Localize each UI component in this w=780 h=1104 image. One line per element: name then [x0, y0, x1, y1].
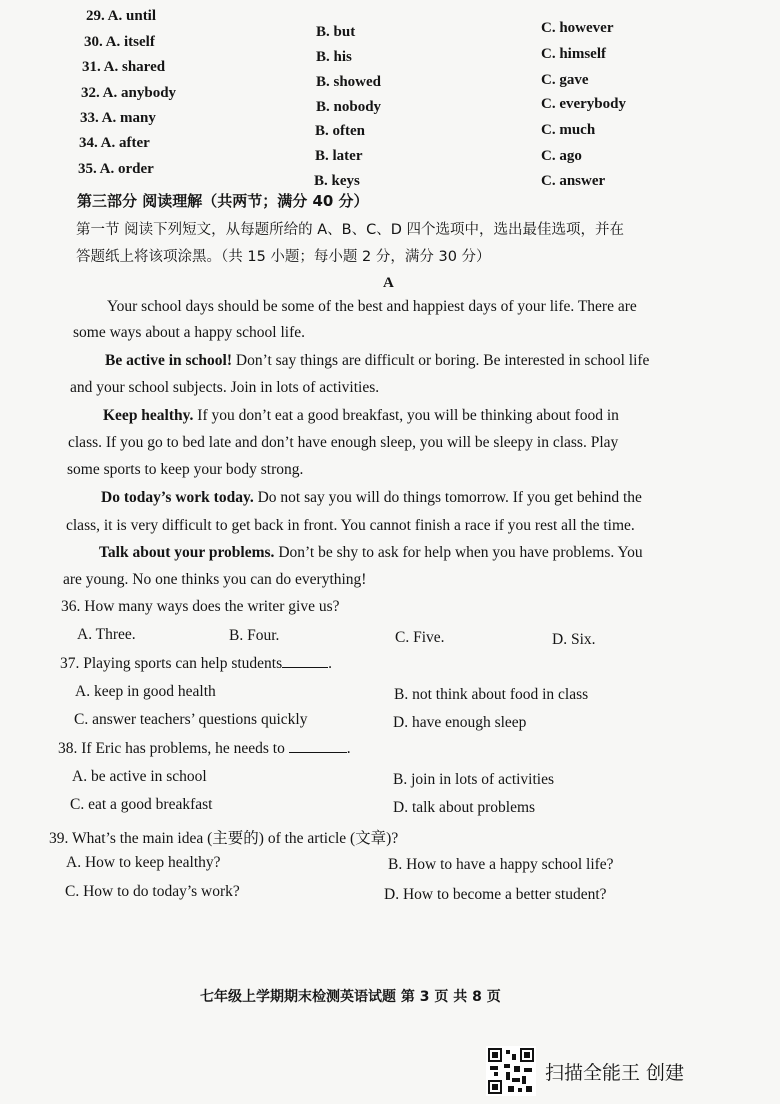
question-37-stem: [60, 655, 332, 673]
question-38-option-c: C. eat a good breakfast: [70, 796, 213, 813]
option-33-c: C. much: [541, 122, 596, 138]
question-38-stem: [58, 740, 351, 758]
option-32-b: B. nobody: [316, 99, 382, 115]
passage-paragraph-1-line2: and your school subjects. Join in lots of activities.: [70, 379, 380, 396]
question-38-option-d: D. talk about problems: [393, 799, 536, 816]
option-34-c: C. ago: [541, 148, 582, 164]
question-37-stem-end: .: [328, 655, 333, 672]
scanner-watermark-label: 扫描全能王 创建: [545, 1062, 685, 1084]
option-32-c: C. everybody: [541, 96, 626, 112]
question-36-option-a: A. Three.: [77, 626, 136, 643]
option-29-b: B. but: [316, 24, 356, 40]
paragraph-3-text: Do not say you will do things tomorrow. If you get behind the: [253, 489, 642, 506]
option-31-a: 31. A. shared: [82, 59, 166, 75]
part3-heading: 第三部分 阅读理解（共两节；满分 40 分）: [77, 192, 369, 210]
option-34-b: B. later: [315, 148, 363, 164]
question-37-option-c: C. answer teachers’ questions quickly: [74, 711, 308, 728]
paragraph-2-heading: Keep healthy.: [103, 407, 194, 424]
question-36-option-d: D. Six.: [552, 631, 596, 648]
paragraph-3-heading: Do today’s work today.: [101, 489, 254, 506]
option-29-c: C. however: [541, 20, 614, 36]
passage-paragraph-4: [99, 544, 643, 562]
qr-code-icon: [486, 1046, 536, 1096]
question-38-stem-text: 38. If Eric has problems, he needs to: [58, 740, 289, 757]
passage-paragraph-3-line2: class, it is very difficult to get back in front. You cannot finish a race if you rest all the time.: [66, 517, 635, 534]
option-30-c: C. himself: [541, 46, 606, 62]
question-38-stem-end: .: [346, 740, 351, 757]
paragraph-4-heading: Talk about your problems.: [99, 544, 275, 561]
passage-paragraph-4-line2: are young. No one thinks you can do everything!: [63, 571, 367, 588]
question-38-blank: [289, 740, 347, 753]
question-38-option-b: B. join in lots of activities: [393, 771, 555, 788]
option-33-b: B. often: [315, 123, 365, 139]
passage-paragraph-2-line2: class. If you go to bed late and don’t have enough sleep, you will be sleepy in class. Play: [68, 434, 619, 451]
paragraph-1-text: Don’t say things are difficult or boring. Be interested in school life: [232, 352, 650, 369]
option-31-c: C. gave: [541, 72, 589, 88]
option-35-c: C. answer: [541, 173, 606, 189]
question-36-option-c: C. Five.: [395, 629, 445, 646]
option-29-a: 29. A. until: [86, 8, 157, 24]
page-footer: 七年级上学期期末检测英语试题 第 3 页 共 8 页: [200, 989, 501, 1005]
question-36-option-b: B. Four.: [229, 627, 280, 644]
question-37-option-a: A. keep in good health: [75, 683, 216, 700]
option-35-b: B. keys: [314, 173, 360, 189]
question-39-option-c: C. How to do today’s work?: [65, 883, 240, 900]
question-37-option-d: D. have enough sleep: [393, 714, 527, 731]
question-39-option-b: B. How to have a happy school life?: [388, 856, 614, 873]
option-31-b: B. showed: [316, 74, 382, 90]
passage-paragraph-2: [103, 407, 619, 425]
passage-paragraph-2-line3: some sports to keep your body strong.: [67, 461, 304, 478]
passage-paragraph-1: [105, 352, 649, 370]
option-33-a: 33. A. many: [80, 110, 156, 126]
option-30-a: 30. A. itself: [84, 34, 155, 50]
option-32-a: 32. A. anybody: [81, 85, 177, 101]
option-35-a: 35. A. order: [78, 161, 154, 177]
option-34-a: 34. A. after: [79, 135, 150, 151]
paragraph-1-heading: Be active in school!: [105, 352, 232, 369]
question-36-stem: 36. How many ways does the writer give us?: [61, 598, 340, 615]
question-37-stem-text: 37. Playing sports can help students: [60, 655, 283, 672]
question-39-stem: 39. What’s the main idea (主要的) of the article (文章)?: [49, 830, 399, 847]
section1-instruction-line1: 第一节 阅读下列短文，从每题所给的 A、B、C、D 四个选项中，选出最佳选项，并在: [76, 222, 624, 238]
option-30-b: B. his: [316, 49, 352, 65]
question-37-blank: [282, 655, 328, 668]
paragraph-4-text: Don’t be shy to ask for help when you have problems. You: [274, 544, 643, 561]
question-37-option-b: B. not think about food in class: [394, 686, 589, 703]
section1-instruction-line2: 答题纸上将该项涂黑。（共 15 小题；每小题 2 分，满分 30 分）: [76, 249, 491, 265]
passage-paragraph-3: [101, 489, 642, 507]
passage-label: A: [383, 275, 394, 291]
question-39-option-d: D. How to become a better student?: [384, 886, 607, 903]
question-38-option-a: A. be active in school: [72, 768, 207, 785]
question-39-option-a: A. How to keep healthy?: [66, 854, 221, 871]
passage-intro-line2: some ways about a happy school life.: [73, 324, 306, 341]
passage-intro-line1: Your school days should be some of the best and happiest days of your life. There are: [107, 298, 637, 315]
paragraph-2-text: If you don’t eat a good breakfast, you will be thinking about food in: [193, 407, 619, 424]
